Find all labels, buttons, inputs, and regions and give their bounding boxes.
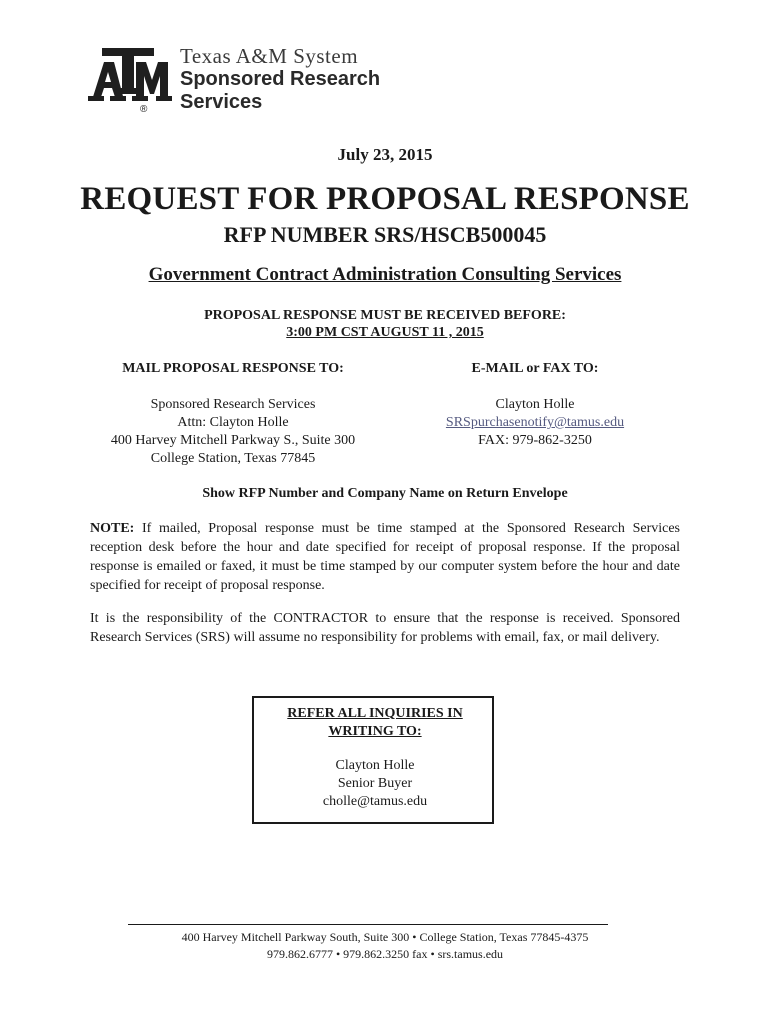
deadline-block bbox=[0, 307, 770, 341]
deadline-label: PROPOSAL RESPONSE MUST BE RECEIVED BEFORE: bbox=[204, 308, 566, 323]
footer-contact: 979.862.6777 • 979.862.3250 fax • srs.tamus.edu bbox=[266, 947, 504, 961]
footer-divider bbox=[128, 924, 608, 925]
inquiries-email[interactable]: cholle@tamus.edu bbox=[322, 794, 428, 809]
atm-logo-icon bbox=[88, 44, 172, 108]
contact-name: Clayton Holle bbox=[495, 397, 575, 412]
note-paragraph bbox=[90, 519, 680, 595]
registered-mark: ® bbox=[140, 104, 148, 115]
inquiries-role: Senior Buyer bbox=[337, 776, 413, 791]
logo-system-name: Texas A&M System bbox=[180, 44, 359, 68]
inquiries-box bbox=[252, 696, 494, 824]
logo-dept-line1: Sponsored Research bbox=[180, 68, 381, 90]
document-date: July 23, 2015 bbox=[337, 145, 433, 164]
envelope-instruction: Show RFP Number and Company Name on Return Envelope bbox=[202, 486, 568, 501]
inquiries-heading-line: REFER ALL INQUIRIES IN bbox=[287, 706, 463, 721]
inquiries-name: Clayton Holle bbox=[335, 758, 415, 773]
email-fax-contact bbox=[420, 396, 650, 450]
email-link[interactable]: SRSpurchasenotify@tamus.edu bbox=[445, 415, 625, 430]
inquiries-heading bbox=[254, 705, 496, 741]
responsibility-paragraph: It is the responsibility of the CONTRACTOR to ensure that the response is received. Sponsored Research Services (SRS) will assume no responsibility for problems with email, fax, or mail delivery. bbox=[90, 611, 680, 645]
fax-number: FAX: 979-862-3250 bbox=[478, 433, 592, 448]
mail-heading: MAIL PROPOSAL RESPONSE TO: bbox=[122, 361, 344, 376]
footer bbox=[0, 929, 770, 963]
deadline-time: 3:00 PM CST AUGUST 11 , 2015 bbox=[286, 325, 484, 340]
note-label: NOTE: bbox=[90, 521, 135, 536]
inquiries-heading-line: WRITING TO: bbox=[328, 724, 422, 739]
rfp-subject: Government Contract Administration Consulting Services bbox=[148, 264, 622, 285]
logo-dept-line2: Services bbox=[180, 91, 263, 113]
mail-address bbox=[88, 396, 378, 468]
mail-address-line: Attn: Clayton Holle bbox=[177, 415, 289, 430]
mail-address-line: 400 Harvey Mitchell Parkway S., Suite 300 bbox=[110, 433, 356, 448]
tamu-logo bbox=[88, 44, 398, 116]
inquiries-contact bbox=[254, 757, 496, 811]
email-fax-heading: E-MAIL or FAX TO: bbox=[471, 361, 599, 376]
rfp-number: RFP NUMBER SRS/HSCB500045 bbox=[223, 222, 547, 247]
footer-address: 400 Harvey Mitchell Parkway South, Suite 300 • College Station, Texas 77845-4375 bbox=[181, 930, 589, 944]
document-title: REQUEST FOR PROPOSAL RESPONSE bbox=[80, 181, 690, 217]
mail-address-line: Sponsored Research Services bbox=[150, 397, 316, 412]
note-text: If mailed, Proposal response must be time stamped at the Sponsored Research Services reception desk before the hour and date specified for receipt of proposal response. If the proposal response is emailed or faxed, it must be time stamped by our computer system before the hour and date specified for receipt of proposal response. bbox=[90, 521, 680, 593]
mail-address-line: College Station, Texas 77845 bbox=[150, 451, 316, 466]
